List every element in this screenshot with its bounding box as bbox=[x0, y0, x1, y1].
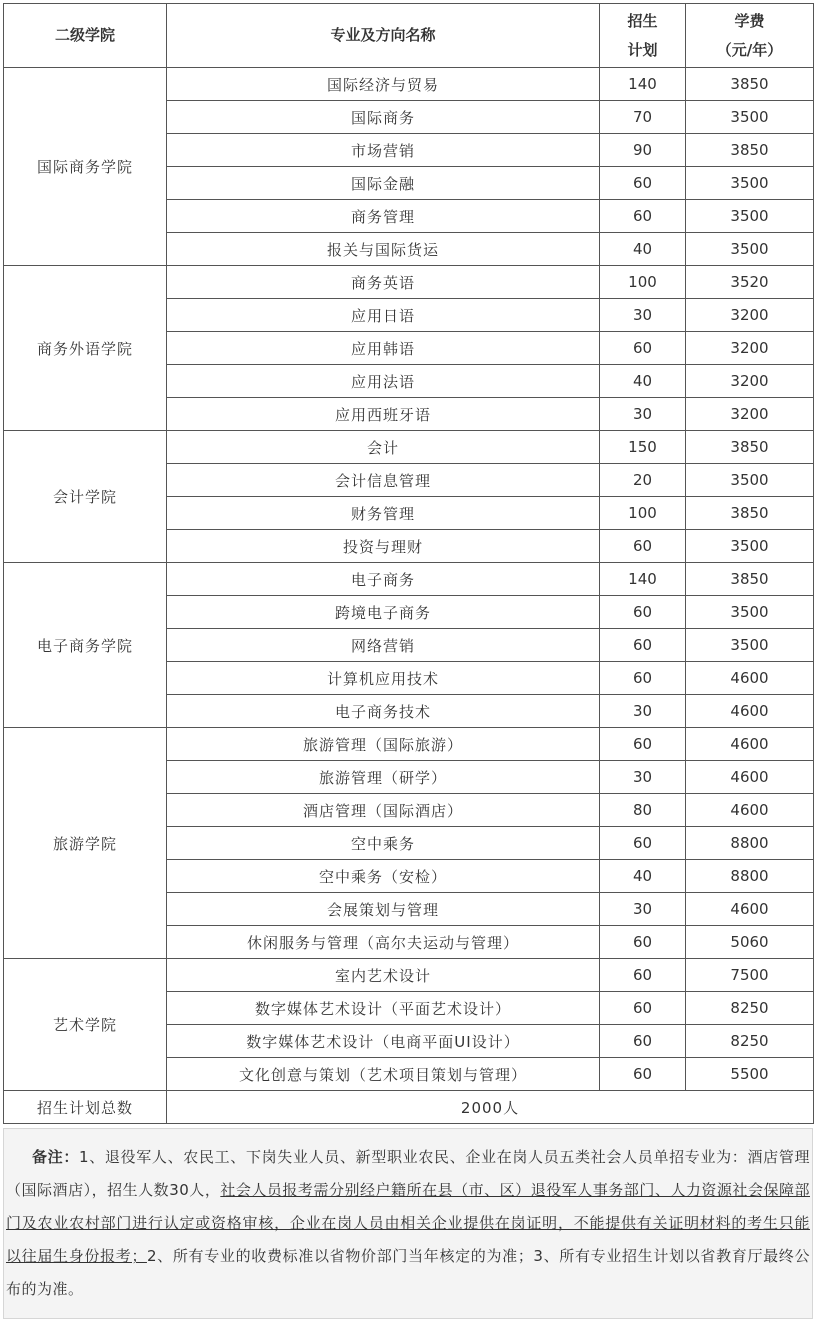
remark-text-underlined: 社会人员报考需分别经户籍所在县（市、区）退役军人事务部门、人力资源社会保障部门及农业农村部门进行认定或资格审核，企业在岗人员由相关企业提供在岗证明，不能提供有关证明材料的考生只能以往届生身份报考； bbox=[6, 1181, 810, 1265]
major-name: 商务管理 bbox=[167, 200, 600, 233]
table-row bbox=[4, 728, 814, 761]
tuition-fee: 3850 bbox=[686, 563, 814, 596]
tuition-fee: 4600 bbox=[686, 794, 814, 827]
major-name: 电子商务技术 bbox=[167, 695, 600, 728]
tuition-fee: 5500 bbox=[686, 1058, 814, 1091]
total-value: 2000人 bbox=[167, 1091, 814, 1124]
major-name: 国际金融 bbox=[167, 167, 600, 200]
plan-count: 140 bbox=[600, 563, 686, 596]
major-name: 数字媒体艺术设计（电商平面UI设计） bbox=[167, 1025, 600, 1058]
plan-count: 60 bbox=[600, 530, 686, 563]
plan-count: 40 bbox=[600, 365, 686, 398]
college-name: 会计学院 bbox=[4, 431, 167, 563]
major-name: 市场营销 bbox=[167, 134, 600, 167]
header-fee bbox=[686, 4, 814, 68]
header-plan-line2: 计划 bbox=[627, 40, 658, 59]
plan-count: 60 bbox=[600, 332, 686, 365]
tuition-fee: 3500 bbox=[686, 596, 814, 629]
header-fee-line1: 学费 bbox=[734, 11, 765, 30]
table-row bbox=[4, 959, 814, 992]
plan-count: 100 bbox=[600, 266, 686, 299]
college-name: 电子商务学院 bbox=[4, 563, 167, 728]
tuition-fee: 8250 bbox=[686, 992, 814, 1025]
table-row bbox=[4, 563, 814, 596]
tuition-fee: 3850 bbox=[686, 134, 814, 167]
header-plan-line1: 招生 bbox=[627, 11, 658, 30]
major-name: 酒店管理（国际酒店） bbox=[167, 794, 600, 827]
plan-count: 90 bbox=[600, 134, 686, 167]
table-header-row bbox=[4, 4, 814, 68]
plan-count: 40 bbox=[600, 233, 686, 266]
plan-count: 60 bbox=[600, 629, 686, 662]
tuition-fee: 7500 bbox=[686, 959, 814, 992]
major-name: 电子商务 bbox=[167, 563, 600, 596]
plan-count: 60 bbox=[600, 1058, 686, 1091]
plan-count: 40 bbox=[600, 860, 686, 893]
header-fee-line2: （元/年） bbox=[716, 40, 783, 59]
plan-count: 30 bbox=[600, 893, 686, 926]
major-name: 应用西班牙语 bbox=[167, 398, 600, 431]
tuition-fee: 3200 bbox=[686, 365, 814, 398]
major-name: 会展策划与管理 bbox=[167, 893, 600, 926]
plan-count: 30 bbox=[600, 398, 686, 431]
plan-count: 60 bbox=[600, 1025, 686, 1058]
major-name: 财务管理 bbox=[167, 497, 600, 530]
major-name: 数字媒体艺术设计（平面艺术设计） bbox=[167, 992, 600, 1025]
plan-count: 60 bbox=[600, 728, 686, 761]
major-name: 网络营销 bbox=[167, 629, 600, 662]
table-row bbox=[4, 68, 814, 101]
remark-text-1: 1、退役军人、农民工、下岗失业人员、新型职业农民、企业在岗人员五类社会人员单招专业为：酒店管理（国际酒店），招生人数30人， bbox=[6, 1148, 810, 1199]
tuition-fee: 5060 bbox=[686, 926, 814, 959]
tuition-fee: 4600 bbox=[686, 893, 814, 926]
major-name: 应用韩语 bbox=[167, 332, 600, 365]
plan-count: 60 bbox=[600, 959, 686, 992]
major-name: 商务英语 bbox=[167, 266, 600, 299]
plan-count: 100 bbox=[600, 497, 686, 530]
tuition-fee: 4600 bbox=[686, 695, 814, 728]
enrollment-plan-table bbox=[3, 3, 814, 1124]
major-name: 国际经济与贸易 bbox=[167, 68, 600, 101]
plan-count: 30 bbox=[600, 761, 686, 794]
table-row bbox=[4, 266, 814, 299]
college-name: 艺术学院 bbox=[4, 959, 167, 1091]
plan-count: 80 bbox=[600, 794, 686, 827]
tuition-fee: 4600 bbox=[686, 728, 814, 761]
major-name: 投资与理财 bbox=[167, 530, 600, 563]
remark-text-3: 2、所有专业的收费标准以省物价部门当年核定的为准；3、所有专业招生计划以省教育厅最终公布的为准。 bbox=[6, 1247, 810, 1298]
major-name: 旅游管理（研学） bbox=[167, 761, 600, 794]
major-name: 会计信息管理 bbox=[167, 464, 600, 497]
tuition-fee: 3500 bbox=[686, 530, 814, 563]
tuition-fee: 3500 bbox=[686, 629, 814, 662]
major-name: 旅游管理（国际旅游） bbox=[167, 728, 600, 761]
major-name: 室内艺术设计 bbox=[167, 959, 600, 992]
major-name: 计算机应用技术 bbox=[167, 662, 600, 695]
plan-count: 140 bbox=[600, 68, 686, 101]
major-name: 国际商务 bbox=[167, 101, 600, 134]
tuition-fee: 3200 bbox=[686, 398, 814, 431]
tuition-fee: 8800 bbox=[686, 827, 814, 860]
major-name: 应用日语 bbox=[167, 299, 600, 332]
tuition-fee: 3500 bbox=[686, 233, 814, 266]
plan-count: 20 bbox=[600, 464, 686, 497]
tuition-fee: 3520 bbox=[686, 266, 814, 299]
plan-count: 150 bbox=[600, 431, 686, 464]
plan-count: 60 bbox=[600, 926, 686, 959]
major-name: 报关与国际货运 bbox=[167, 233, 600, 266]
table-body bbox=[4, 68, 814, 1091]
major-name: 应用法语 bbox=[167, 365, 600, 398]
major-name: 空中乘务 bbox=[167, 827, 600, 860]
plan-count: 60 bbox=[600, 167, 686, 200]
college-name: 国际商务学院 bbox=[4, 68, 167, 266]
major-name: 文化创意与策划（艺术项目策划与管理） bbox=[167, 1058, 600, 1091]
major-name: 空中乘务（安检） bbox=[167, 860, 600, 893]
plan-count: 60 bbox=[600, 596, 686, 629]
tuition-fee: 3850 bbox=[686, 68, 814, 101]
table-row bbox=[4, 431, 814, 464]
tuition-fee: 4600 bbox=[686, 662, 814, 695]
tuition-fee: 3500 bbox=[686, 167, 814, 200]
header-major: 专业及方向名称 bbox=[167, 4, 600, 68]
header-plan bbox=[600, 4, 686, 68]
remark-label: 备注： bbox=[32, 1148, 80, 1166]
plan-count: 60 bbox=[600, 827, 686, 860]
tuition-fee: 3500 bbox=[686, 200, 814, 233]
tuition-fee: 3850 bbox=[686, 497, 814, 530]
tuition-fee: 3850 bbox=[686, 431, 814, 464]
tuition-fee: 8800 bbox=[686, 860, 814, 893]
total-row bbox=[4, 1091, 814, 1124]
plan-count: 30 bbox=[600, 695, 686, 728]
major-name: 跨境电子商务 bbox=[167, 596, 600, 629]
total-label: 招生计划总数 bbox=[4, 1091, 167, 1124]
major-name: 会计 bbox=[167, 431, 600, 464]
tuition-fee: 4600 bbox=[686, 761, 814, 794]
college-name: 旅游学院 bbox=[4, 728, 167, 959]
plan-count: 30 bbox=[600, 299, 686, 332]
tuition-fee: 3500 bbox=[686, 464, 814, 497]
remark-paragraph bbox=[4, 1129, 812, 1306]
major-name: 休闲服务与管理（高尔夫运动与管理） bbox=[167, 926, 600, 959]
tuition-fee: 3500 bbox=[686, 101, 814, 134]
plan-count: 60 bbox=[600, 662, 686, 695]
tuition-fee: 3200 bbox=[686, 299, 814, 332]
plan-count: 60 bbox=[600, 992, 686, 1025]
plan-count: 70 bbox=[600, 101, 686, 134]
college-name: 商务外语学院 bbox=[4, 266, 167, 431]
tuition-fee: 8250 bbox=[686, 1025, 814, 1058]
header-college: 二级学院 bbox=[4, 4, 167, 68]
plan-count: 60 bbox=[600, 200, 686, 233]
remark-box bbox=[3, 1128, 813, 1319]
tuition-fee: 3200 bbox=[686, 332, 814, 365]
